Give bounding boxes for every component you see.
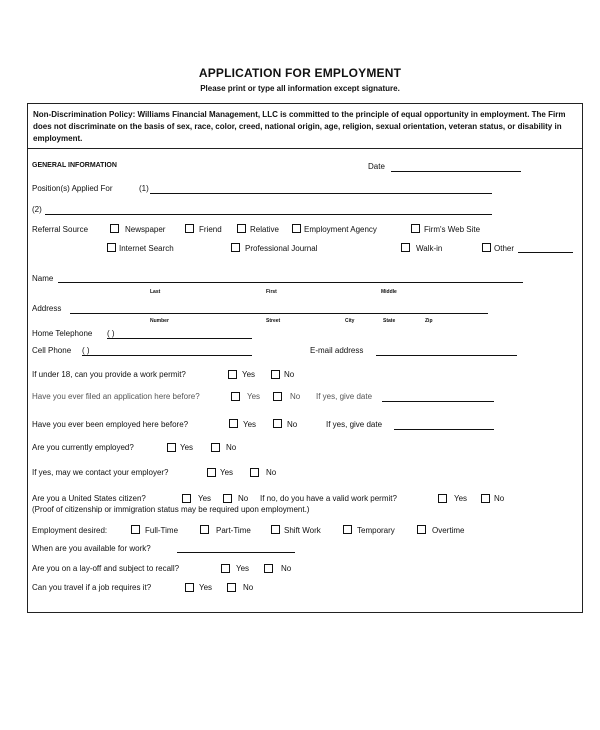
newspaper-label: Newspaper xyxy=(125,225,166,234)
contact-employer-no-checkbox[interactable] xyxy=(250,468,259,477)
currently-employed-no-checkbox[interactable] xyxy=(211,443,220,452)
work-permit-no-label: No xyxy=(284,370,295,379)
valid-permit-no-label: No xyxy=(494,494,505,503)
travel-no-label: No xyxy=(243,583,254,592)
us-citizen-yes-checkbox[interactable] xyxy=(182,494,191,503)
walk-in-label: Walk-in xyxy=(416,244,443,253)
layoff-yes-checkbox[interactable] xyxy=(221,564,230,573)
full-time-checkbox[interactable] xyxy=(131,525,140,534)
temporary-checkbox[interactable] xyxy=(343,525,352,534)
referral-source-label: Referral Source xyxy=(32,225,89,234)
contact-employer-yes-checkbox[interactable] xyxy=(207,468,216,477)
temporary-label: Temporary xyxy=(357,526,395,535)
currently-employed-no-label: No xyxy=(226,443,237,452)
address-street-caption: Street xyxy=(266,318,281,324)
other-label: Other xyxy=(494,244,515,253)
availability-question: When are you available for work? xyxy=(32,544,151,553)
email-field[interactable] xyxy=(376,355,517,356)
professional-journal-label: Professional Journal xyxy=(245,244,318,253)
work-permit-yes-label: Yes xyxy=(242,370,256,379)
professional-journal-checkbox[interactable] xyxy=(231,243,240,252)
email-label: E-mail address xyxy=(310,346,364,355)
filed-before-question: Have you ever filed an application here before? xyxy=(32,392,200,401)
us-citizen-no-checkbox[interactable] xyxy=(223,494,232,503)
position-label: Position(s) Applied For xyxy=(32,184,113,193)
travel-yes-checkbox[interactable] xyxy=(185,583,194,592)
employed-before-yes-label: Yes xyxy=(243,420,257,429)
address-field[interactable] xyxy=(70,313,488,314)
employed-before-date-field[interactable] xyxy=(394,429,494,430)
employed-before-date-label: If yes, give date xyxy=(326,420,383,429)
form-subtitle: Please print or type all information except signature. xyxy=(200,84,400,93)
us-citizen-no-label: No xyxy=(238,494,249,503)
layoff-question: Are you on a lay-off and subject to recall? xyxy=(32,564,180,573)
address-number-caption: Number xyxy=(150,318,169,324)
shift-work-label: Shift Work xyxy=(284,526,321,535)
name-first-caption: First xyxy=(266,289,277,295)
contact-employer-yes-label: Yes xyxy=(220,468,234,477)
employment-agency-checkbox[interactable] xyxy=(292,224,301,233)
friend-label: Friend xyxy=(199,225,222,234)
form-title: APPLICATION FOR EMPLOYMENT xyxy=(198,66,402,80)
employment-agency-label: Employment Agency xyxy=(304,225,377,234)
name-last-caption: Last xyxy=(150,289,161,295)
relative-label: Relative xyxy=(250,225,279,234)
employed-before-yes-checkbox[interactable] xyxy=(229,419,238,428)
employed-before-no-checkbox[interactable] xyxy=(273,419,282,428)
firm-website-checkbox[interactable] xyxy=(411,224,420,233)
currently-employed-question: Are you currently employed? xyxy=(32,443,134,452)
contact-employer-no-label: No xyxy=(266,468,277,477)
address-city-caption: City xyxy=(345,318,355,324)
employed-before-question: Have you ever been employed here before? xyxy=(32,420,189,429)
other-checkbox[interactable] xyxy=(482,243,491,252)
address-state-caption: State xyxy=(383,318,396,324)
position-1-label: (1) xyxy=(139,184,149,193)
internet-search-checkbox[interactable] xyxy=(107,243,116,252)
date-label: Date xyxy=(368,162,385,171)
home-telephone-field[interactable] xyxy=(107,338,252,339)
home-telephone-label: Home Telephone xyxy=(32,329,93,338)
currently-employed-yes-label: Yes xyxy=(180,443,194,452)
valid-permit-yes-label: Yes xyxy=(454,494,468,503)
walk-in-checkbox[interactable] xyxy=(401,243,410,252)
form-frame xyxy=(27,103,583,613)
name-label: Name xyxy=(32,274,54,283)
cell-area-code: ( ) xyxy=(82,346,90,355)
filed-before-yes-checkbox[interactable] xyxy=(231,392,240,401)
address-zip-caption: Zip xyxy=(425,318,433,324)
position-1-field[interactable] xyxy=(150,193,492,194)
overtime-checkbox[interactable] xyxy=(417,525,426,534)
filed-before-no-checkbox[interactable] xyxy=(273,392,282,401)
us-citizen-yes-label: Yes xyxy=(198,494,212,503)
internet-search-label: Internet Search xyxy=(119,244,174,253)
work-permit-no-checkbox[interactable] xyxy=(271,370,280,379)
newspaper-checkbox[interactable] xyxy=(110,224,119,233)
full-time-label: Full-Time xyxy=(145,526,179,535)
us-citizen-question: Are you a United States citizen? xyxy=(32,494,146,503)
filed-before-yes-label: Yes xyxy=(247,392,261,401)
valid-permit-yes-checkbox[interactable] xyxy=(438,494,447,503)
work-permit-yes-checkbox[interactable] xyxy=(228,370,237,379)
position-2-label: (2) xyxy=(32,205,42,214)
name-middle-caption: Middle xyxy=(381,289,397,295)
position-2-field[interactable] xyxy=(45,214,492,215)
employment-desired-label: Employment desired: xyxy=(32,526,108,535)
currently-employed-yes-checkbox[interactable] xyxy=(167,443,176,452)
contact-employer-question: If yes, may we contact your employer? xyxy=(32,468,169,477)
layoff-yes-label: Yes xyxy=(236,564,250,573)
citizenship-note: (Proof of citizenship or immigration status may be required upon employment.) xyxy=(32,505,310,514)
relative-checkbox[interactable] xyxy=(237,224,246,233)
travel-yes-label: Yes xyxy=(199,583,213,592)
travel-no-checkbox[interactable] xyxy=(227,583,236,592)
employed-before-no-label: No xyxy=(287,420,298,429)
cell-phone-label: Cell Phone xyxy=(32,346,72,355)
valid-permit-question: If no, do you have a valid work permit? xyxy=(260,494,397,503)
filed-before-date-field[interactable] xyxy=(382,401,494,402)
availability-field[interactable] xyxy=(177,552,295,553)
general-information-heading: GENERAL INFORMATION xyxy=(32,162,117,169)
cell-phone-field[interactable] xyxy=(82,355,252,356)
part-time-checkbox[interactable] xyxy=(200,525,209,534)
firm-website-label: Firm's Web Site xyxy=(424,225,481,234)
date-field[interactable] xyxy=(391,171,521,172)
travel-question: Can you travel if a job requires it? xyxy=(32,583,152,592)
other-field[interactable] xyxy=(518,252,573,253)
part-time-label: Part-Time xyxy=(216,526,251,535)
valid-permit-no-checkbox[interactable] xyxy=(481,494,490,503)
layoff-no-checkbox[interactable] xyxy=(264,564,273,573)
work-permit-question: If under 18, can you provide a work permit? xyxy=(32,370,186,379)
shift-work-checkbox[interactable] xyxy=(271,525,280,534)
home-area-code: ( ) xyxy=(107,329,115,338)
layoff-no-label: No xyxy=(281,564,292,573)
filed-before-no-label: No xyxy=(290,392,301,401)
name-field[interactable] xyxy=(58,282,523,283)
overtime-label: Overtime xyxy=(432,526,465,535)
friend-checkbox[interactable] xyxy=(185,224,194,233)
filed-before-date-label: If yes, give date xyxy=(316,392,373,401)
non-discrimination-policy: Non-Discrimination Policy: Williams Financial Management, LLC is committed to the principle of equal opportunity in employment. The Firm does not discriminate on the basis of sex, race, color, creed, national origin, age, religion, sexual orientation, veteran status, or disability in employment. xyxy=(27,103,583,149)
address-label: Address xyxy=(32,304,62,313)
